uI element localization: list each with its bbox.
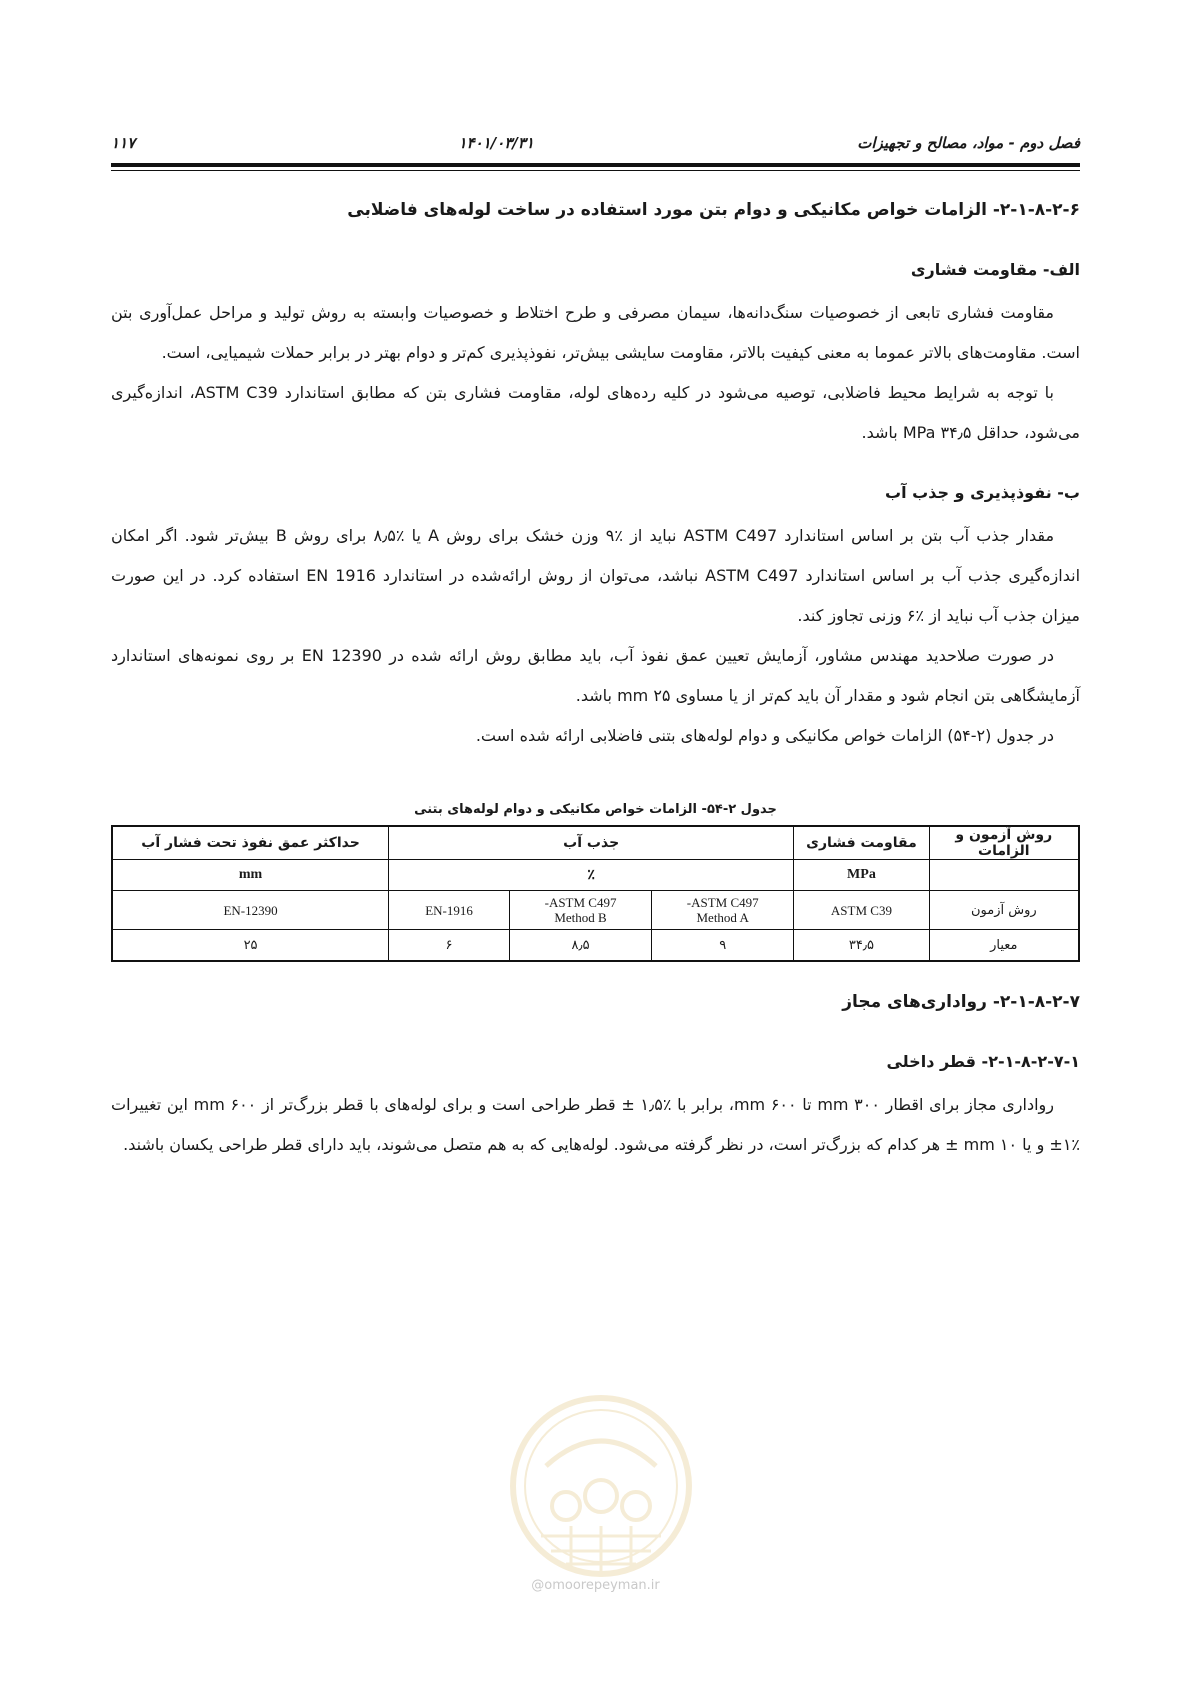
header-rule-thin: [111, 170, 1080, 171]
table-cell: معیار: [929, 930, 1079, 962]
table-cell: EN-12390: [112, 891, 389, 930]
page-header: [111, 122, 1080, 152]
table-cell: ASTM C497- Method A: [652, 891, 794, 930]
section-title: ۲-۱-۸-۲-۶- الزامات خواص مکانیکی و دوام بتن مورد استفاده در ساخت لوله‌های فاضلابی: [347, 200, 1080, 220]
paragraph: با توجه به شرایط محیط فاضلابی، توصیه می‌شود در کلیه رده‌های لوله، مقاومت فشاری بتن که مطابق استاندارد ASTM C39، اندازه‌گیری می‌شود، حداقل ۳۴٫۵ MPa باشد.: [111, 383, 1080, 442]
header-rule-thick: [111, 163, 1080, 167]
table-cell: روش آزمون: [929, 891, 1079, 930]
paragraph: مقدار جذب آب بتن بر اساس استاندارد ASTM C497 نباید از ٪۹ وزن خشک برای روش A یا ٪۸٫۵ برای روش B بیش‌تر شود. اگر امکان اندازه‌گیری جذب آب بر اساس استاندارد ASTM C497 نباشد، می‌توان از روش ارائه‌شده در استاندارد EN 1916 استفاده کرد. در این صورت میزان جذب آب نباید از ٪۶ وزنی تجاوز کند.: [111, 526, 1081, 625]
header-cell: جذب آب: [389, 826, 794, 860]
table-cell: ۲۵: [112, 930, 389, 962]
page-number: ۱۱۷: [111, 134, 136, 152]
table-header-row: [112, 826, 1079, 860]
subsection-a-title: الف- مقاومت فشاری: [910, 260, 1080, 279]
requirements-table: [111, 825, 1080, 962]
publisher-logo-watermark: [506, 1386, 696, 1586]
table-cell: ASTM C497- Method B: [509, 891, 651, 930]
section71-title: ۲-۱-۸-۲-۷-۱- قطر داخلی: [886, 1052, 1080, 1071]
paragraph: مقاومت فشاری تابعی از خصوصیات سنگ‌دانه‌ها، سیمان مصرفی و طرح اختلاط و خصوصیات وابسته به روش تولید و مراحل عمل‌آوری بتن است. مقاومت‌های بالاتر عموما به معنی کیفیت بالاتر، مقاومت سایشی بیش‌تر، نفوذپذیری کم‌تر و دوام بهتر در برابر حملات شیمیایی، است.: [111, 303, 1080, 362]
unit-cell: ٪: [389, 860, 794, 891]
table-caption: جدول ۲-۵۴- الزامات خواص مکانیکی و دوام لوله‌های بتنی: [414, 802, 777, 817]
watermark-url: @omoorepeyman.ir: [531, 1578, 660, 1593]
paragraph: در صورت صلاحدید مهندس مشاور، آزمایش تعیین عمق نفوذ آب، باید مطابق روش ارائه شده در EN 12390 بر روی نمونه‌های استاندارد آزمایشگاهی بتن انجام شود و مقدار آن باید کم‌تر از یا مساوی ۲۵ mm باشد.: [111, 646, 1080, 705]
table-cell: ۶: [389, 930, 510, 962]
table-unit-row: [112, 860, 1079, 891]
paragraph: در جدول (۲-۵۴) الزامات خواص مکانیکی و دوام لوله‌های بتنی فاضلابی ارائه شده است.: [475, 726, 1054, 745]
unit-cell: [929, 860, 1079, 891]
table-cell: ۳۴٫۵: [794, 930, 929, 962]
header-cell: حداکثر عمق نفوذ تحت فشار آب: [112, 826, 389, 860]
paragraph: رواداری مجاز برای اقطار ۳۰۰ mm تا ۶۰۰ mm، برابر با ٪۱٫۵ ± قطر طراحی است و برای لوله‌های با قطر بزرگ‌تر از ۶۰۰ mm این تغییرات ٪۱± و یا ۱۰ mm ± هر کدام که بزرگ‌تر است، در نظر گرفته می‌شود. لوله‌هایی که به هم متصل می‌شوند، باید دارای قطر طراحی یکسان باشند.: [111, 1095, 1080, 1154]
section7-title: ۲-۱-۸-۲-۷- رواداری‌های مجاز: [842, 992, 1080, 1012]
unit-cell: MPa: [794, 860, 929, 891]
chapter-title: فصل دوم - مواد، مصالح و تجهیزات: [857, 134, 1080, 152]
table-row: [112, 891, 1079, 930]
subsection-b-title: ب- نفوذپذیری و جذب آب: [885, 483, 1080, 502]
header-date: ۱۴۰۱/۰۳/۳۱: [458, 134, 534, 152]
table-cell: EN-1916: [389, 891, 510, 930]
unit-cell: mm: [112, 860, 389, 891]
table-row: [112, 930, 1079, 962]
header-cell: مقاومت فشاری: [794, 826, 929, 860]
page-content: [111, 200, 1080, 1165]
header-cell: روش آزمون و الزامات: [929, 826, 1079, 860]
table-cell: ۹: [652, 930, 794, 962]
table-cell: ASTM C39: [794, 891, 929, 930]
table-cell: ۸٫۵: [509, 930, 651, 962]
